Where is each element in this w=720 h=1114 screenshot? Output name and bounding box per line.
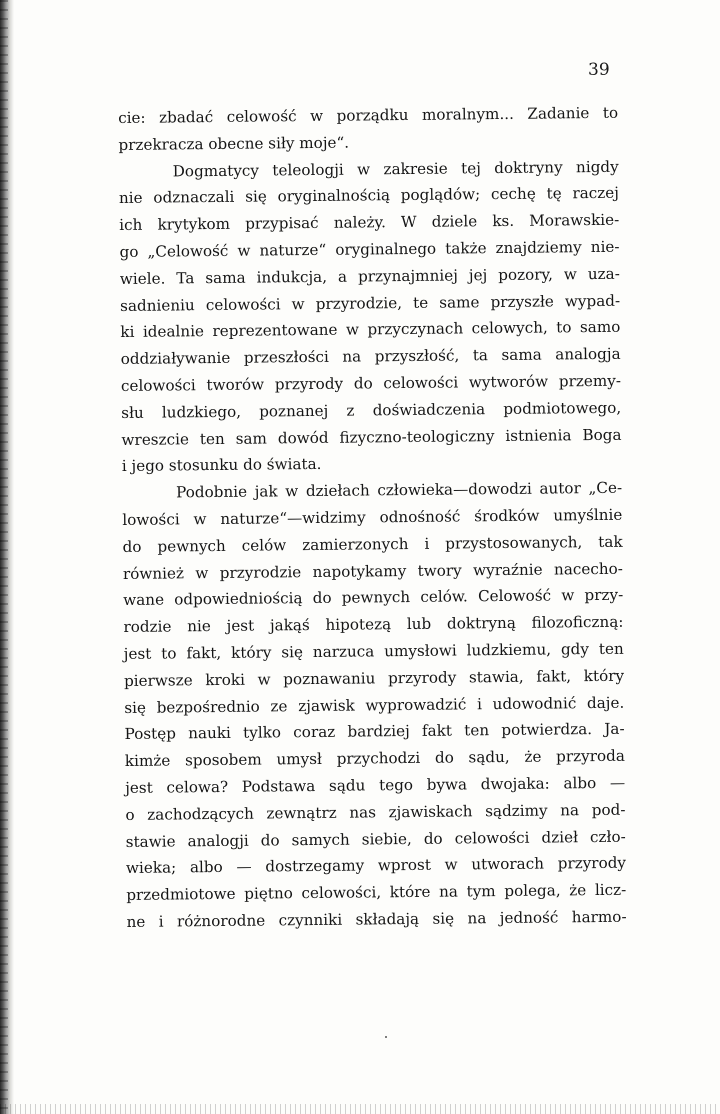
body-text <box>118 100 627 936</box>
text-line: wane odpowiedniością do pewnych celów. Celowość w przy- <box>123 586 624 610</box>
text-line: do pewnych celów zamierzonych i przystosowanych, tak <box>122 532 623 556</box>
scan-edge-noise <box>0 1104 720 1114</box>
text-line: wieka; albo — dostrzegamy wprost w utworach przyrody <box>125 854 627 878</box>
text-line: się bezpośrednio ze zjawisk wyprowadzić i udowodnić daje. <box>124 693 625 717</box>
text-line: słu ludzkiego, poznanej z doświadczenia podmiotowego, <box>121 398 622 422</box>
scan-speck <box>385 1036 387 1038</box>
text-line: ne i różnorodne czynniki składają się na jedność harmo- <box>126 907 627 931</box>
text-line: również w przyrodzie napotykamy twory wyraźnie nacecho- <box>122 559 623 583</box>
text-line: o zachodzących zewnątrz nas zjawiskach sądzimy na pod- <box>125 800 626 824</box>
text-line: nie odznaczali się oryginalnością poglądów; cechę tę raczej <box>118 184 620 208</box>
text-line: celowości tworów przyrody do celowości wytworów przemy- <box>120 371 622 395</box>
binding-shadow <box>0 0 8 1114</box>
text-line: przekracza obecne siły moje“. <box>118 133 350 154</box>
text-line: Postęp nauki tylko coraz bardziej fakt ten potwierdza. Ja- <box>124 720 625 744</box>
text-line: rodzie nie jest jakąś hipotezą lub doktryną filozoficzną: <box>123 612 624 637</box>
text-line: lowości w naturze“—widzimy odnośność środków umyślnie <box>122 505 623 529</box>
text-line: przedmiotowe piętno celowości, które na tym polega, że licz- <box>126 880 627 905</box>
text-line: go „Celowość w naturze“ oryginalnego także znajdziemy nie- <box>119 237 620 261</box>
text-line: ich krytykom przypisać należy. W dziele ks. Morawskie- <box>119 210 620 235</box>
text-line: Podobnie jak w dziełach człowieka—dowodzi autor „Ce- <box>175 478 623 502</box>
text-line: ki idealnie reprezentowane w przyczynach celowych, to samo <box>120 318 621 342</box>
text-line: Dogmatycy teleologji w zakresie tej doktryny nigdy <box>172 157 619 181</box>
text-line: cie: zbadać celowość w porządku moralnym... Zadanie to <box>118 103 619 127</box>
text-line: wreszcie ten sam dowód fizyczno-teologiczny istnienia Boga <box>121 425 622 449</box>
text-line: i jego stosunku do świata. <box>121 455 322 476</box>
text-line: jest to fakt, który się narzuca umysłowi ludzkiemu, gdy ten <box>123 639 624 663</box>
text-line: kimże sposobem umysł przychodzi do sądu, że przyroda <box>124 746 625 771</box>
text-line: sadnieniu celowości w przyrodzie, te same przyszłe wypad- <box>120 291 621 315</box>
text-line: wiele. Ta sama indukcja, a przynajmniej jej pozory, w uza- <box>119 264 620 288</box>
text-line: pierwsze kroki w poznawaniu przyrody stawia, fakt, który <box>123 666 625 690</box>
text-line: jest celowa? Podstawa sądu tego bywa dwojaka: albo — <box>125 773 626 797</box>
text-line: stawie analogji do samych siebie, do celowości dzieł czło- <box>125 827 626 851</box>
text-line: oddziaływanie przeszłości na przyszłość, ta sama analogja <box>120 344 621 369</box>
page-number: 39 <box>588 60 610 80</box>
